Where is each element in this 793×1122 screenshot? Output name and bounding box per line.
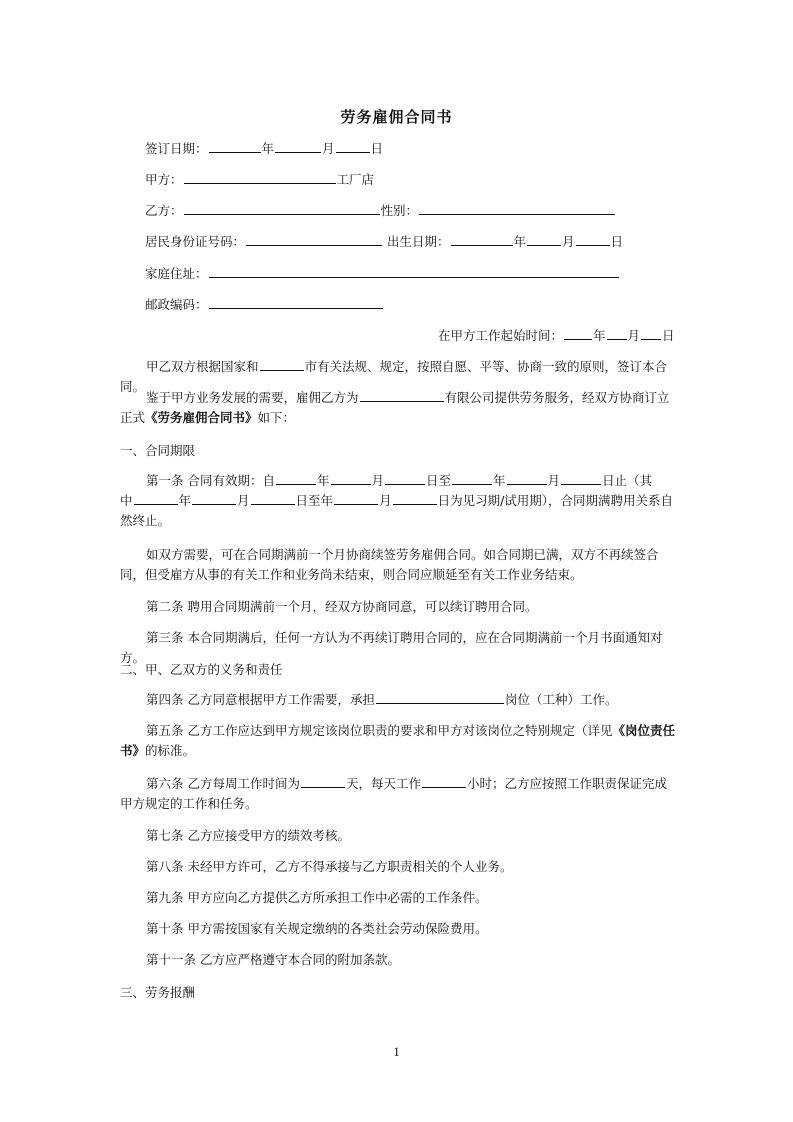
intro-text: 市有关法规、规定，按照自愿、平等、协商一致的原则，签订本合同。 (120, 359, 668, 394)
sign-date-line (145, 139, 383, 159)
id-line (145, 232, 623, 252)
article-3: 第三条 本合同期满后，任何一方认为不再续订聘用合同的，应在合同期满前一个月书面通知对方。 (120, 630, 663, 665)
blank (360, 388, 444, 402)
article-text: 第五条 乙方工作应达到甲方规定该岗位职责的要求和甲方对该岗位之特别规定（详见 (146, 723, 613, 738)
blank (452, 471, 492, 485)
start-date-line (438, 326, 675, 346)
day-label: 日 (610, 234, 624, 249)
start-date-label: 在甲方工作起始时间： (438, 328, 564, 343)
contract-name-bold: 《劳务雇佣合同书》 (145, 410, 258, 425)
year-label: 年 (316, 473, 330, 488)
article-7: 第七条 乙方应接受甲方的绩效考核。 (146, 828, 350, 843)
postal-label: 邮政编码： (145, 297, 208, 312)
intro-text: 有限公司提供劳务服务，经双方协商订立正式 (120, 390, 670, 425)
article-11: 第十一条 乙方应严格遵守本合同的附加条款。 (146, 952, 400, 967)
party-b-label: 乙方： (145, 203, 183, 218)
month-label: 月 (547, 473, 561, 488)
party-a-suffix: 工厂店 (336, 172, 375, 187)
blank (275, 139, 321, 153)
renew-paragraph: 如双方需要，可在合同期满前一个月协商续签劳务雇佣合同。如合同期已满，双方不再续签合同，但受雇方从事的有关工作和业务尚未结束，则合同应顺延至有关工作业务结束。 (120, 547, 659, 582)
blank (246, 232, 382, 246)
blank (209, 264, 619, 278)
blank (209, 139, 261, 153)
article-1 (120, 471, 676, 531)
intro-paragraph-2 (120, 388, 676, 428)
article-4 (120, 690, 676, 710)
article-text: 天，每天工作 (345, 776, 421, 791)
blank (527, 232, 561, 246)
blank (184, 201, 380, 215)
blank (507, 471, 547, 485)
year-label: 年 (493, 473, 506, 488)
section-1-heading: 一、合同期限 (120, 443, 196, 458)
blank (276, 471, 316, 485)
day-label: 日 (662, 328, 675, 343)
blank (260, 357, 304, 371)
article-text: 的标准。 (145, 743, 196, 758)
intro-text: 甲乙双方根据国家和 (146, 359, 259, 374)
article-text: 日止（其 (602, 473, 653, 488)
blank (561, 471, 601, 485)
blank (641, 326, 661, 340)
blank (419, 201, 615, 215)
month-label: 月 (379, 493, 392, 508)
sign-date-label: 签订日期： (145, 141, 208, 156)
blank (331, 471, 371, 485)
day-label: 日 (370, 141, 384, 156)
party-a-label: 甲方： (145, 172, 183, 187)
blank (301, 774, 345, 788)
blank (451, 232, 513, 246)
article-text: 日为见习期/试用期），合同期满聘用关系自 (437, 493, 674, 508)
postal-line (145, 295, 384, 315)
article-text: 中 (120, 493, 133, 508)
month-label: 月 (322, 141, 335, 156)
blank (564, 326, 592, 340)
blank (607, 326, 627, 340)
blank (184, 170, 336, 184)
party-b-line (145, 201, 616, 221)
month-label: 月 (371, 473, 385, 488)
article-text: 然终止。 (120, 513, 171, 528)
page-number: 1 (393, 1044, 400, 1059)
article-9: 第九条 甲方应向乙方提供乙方所承担工作中必需的工作条件。 (146, 890, 488, 905)
section-2-heading: 二、甲、乙双方的义务和责任 (120, 662, 283, 677)
year-label: 年 (178, 493, 192, 508)
year-label: 年 (593, 328, 606, 343)
article-text: 第六条 乙方每周工作时间为 (146, 776, 300, 791)
birth-label: 出生日期： (387, 234, 450, 249)
article-text: 第四条 乙方同意根据甲方工作需要，承担 (146, 692, 375, 707)
article-2: 第二条 聘用合同期满前一个月，经双方协商同意，可以续订聘用合同。 (146, 599, 538, 614)
blank (334, 491, 378, 505)
intro-text: 鉴于甲方业务发展的需要，雇佣乙方为 (146, 390, 359, 405)
article-text: 小时；乙方应按照工作职责保证完成甲方规定的工作和任务。 (120, 776, 668, 811)
article-8: 第八条 未经甲方许可，乙方不得承接与乙方职责相关的个人业务。 (146, 859, 513, 874)
blank (376, 690, 504, 704)
blank (576, 232, 610, 246)
blank (134, 491, 178, 505)
month-label: 月 (627, 328, 641, 343)
year-label: 年 (513, 234, 527, 249)
article-text: 日至 (426, 473, 452, 488)
article-5 (120, 721, 676, 761)
month-label: 月 (237, 493, 250, 508)
gender-label: 性别： (380, 203, 419, 218)
blank (209, 295, 383, 309)
article-text: 日至年 (295, 493, 334, 508)
document-title: 劳务雇佣合同书 (340, 108, 453, 126)
blank (251, 491, 295, 505)
address-label: 家庭住址： (145, 266, 208, 281)
job-duty-doc-bold: 《岗位责任书》 (120, 723, 675, 758)
blank (192, 491, 236, 505)
address-line (145, 264, 620, 284)
blank (393, 491, 437, 505)
blank (385, 471, 425, 485)
article-text: 第一条 合同有效期：自 (146, 473, 275, 488)
article-text: 岗位（工种）工作。 (504, 692, 618, 707)
blank (422, 774, 466, 788)
article-6 (120, 774, 676, 814)
section-3-heading: 三、劳务报酬 (120, 985, 196, 1000)
year-label: 年 (261, 141, 275, 156)
month-label: 月 (562, 234, 575, 249)
id-label: 居民身份证号码： (145, 234, 246, 249)
blank (336, 139, 370, 153)
party-a-line (145, 170, 374, 190)
article-10: 第十条 甲方需按国家有关规定缴纳的各类社会劳动保险费用。 (146, 921, 488, 936)
intro-text: 如下： (257, 410, 296, 425)
